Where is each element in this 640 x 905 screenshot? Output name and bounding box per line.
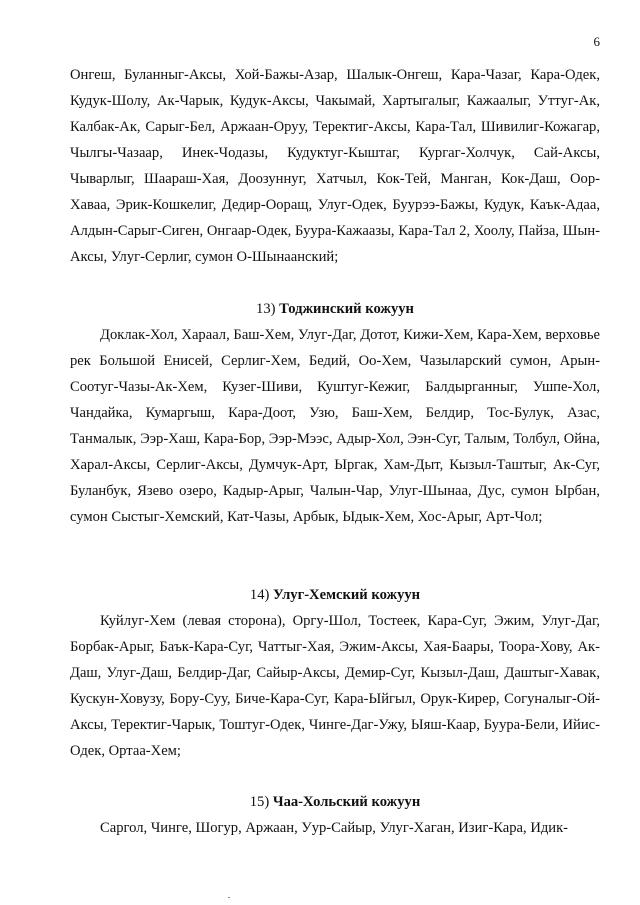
section-number: 15) <box>249 794 270 810</box>
scan-speck <box>228 897 230 898</box>
section-title: Тоджинский кожуун <box>279 301 414 317</box>
section-title: Улуг-Хемский кожуун <box>273 587 421 603</box>
section-heading-14 <box>70 582 600 608</box>
section-paragraph-14: Куйлуг-Хем (левая сторона), Оргу-Шол, Тостеек, Кара-Суг, Эжим, Улуг-Даг, Борбак-Арыг, Баък-Кара-Суг, Чаттыг-Хая, Эжим-Аксы, Хая-Баары, Тоора-Хову, Ак-Даш, Улуг-Даш, Белдир-Даг, Сайыр-Аксы, Демир-Суг, Кызыл-Даш, Даштыг-Хавак, Кускун-Ховузу, Бору-Суу, Биче-Кара-Суг, Кара-Ыйгыл, Орук-Кирер, Согуналыг-Ой-Аксы, Теректиг-Чарык, Тоштуг-Одек, Чинге-Даг-Ужу, Ыяш-Каар, Буура-Бели, Ийис-Одек, Ортаа-Хем; <box>70 613 600 759</box>
page-number: 6 <box>593 34 600 49</box>
intro-paragraph: Онгеш, Буланныг-Аксы, Хой-Бажы-Азар, Шалык-Онгеш, Кара-Чазаг, Кара-Одек, Кудук-Шолу, Ак-Чарык, Кудук-Аксы, Чакымай, Хартыгалыг, Кажаалыг, Уттуг-Ак, Калбак-Ак, Сарыг-Бел, Аржаан-Оруу, Теректиг-Аксы, Кара-Тал, Шивилиг-Кожагар, Чылгы-Чазаар, Инек-Чодазы, Кудуктуг-Кыштаг, Кургаг-Холчук, Сай-Аксы, Чыварлыг, Шаараш-Хая, Доозуннуг, Хатчыл, Кок-Тей, Манган, Кок-Даш, Оор-Хаваа, Эрик-Кошкелиг, Дедир-Ооращ, Улуг-Одек, Буурээ-Бажы, Кудук, Каък-Адаа, Алдын-Сарыг-Сиген, Онгаар-Одек, Буура-Кажаазы, Кара-Тал 2, Хоолу, Пайза, Шын-Аксы, Улуг-Серлиг, сумон О-Шынаанский; <box>70 67 600 265</box>
section-number: 14) <box>249 587 270 603</box>
section-paragraph-13: Доклак-Хол, Хараал, Баш-Хем, Улуг-Даг, Дотот, Кижи-Хем, Кара-Хем, верховье рек Большой Енисей, Серлиг-Хем, Бедий, Оо-Хем, Чазыларский сумон, Арын-Соотуг-Чазы-Ак-Хем, Кузег-Шиви, Куштуг-Кежиг, Балдырганныг, Ушпе-Хол, Чандайка, Кумаргыш, Кара-Доот, Узю, Баш-Хем, Белдир, Тос-Булук, Азас, Танмалык, Ээр-Хаш, Кара-Бор, Ээр-Мээс, Адыр-Хол, Ээн-Суг, Талым, Толбул, Ойна, Харал-Аксы, Серлиг-Аксы, Думчук-Арт, Ыргак, Хам-Дыт, Кызыл-Таштыг, Ак-Суг, Буланбук, Язево озеро, Кадыр-Арыг, Чалын-Чар, Улуг-Шынаа, Дус, сумон Ырбан, сумон Сыстыг-Хемский, Кат-Чазы, Арбык, Ыдык-Хем, Хос-Арыг, Арт-Чол; <box>70 327 600 525</box>
section-title: Чаа-Хольский кожуун <box>272 794 421 810</box>
section-number: 13) <box>256 301 276 317</box>
section-paragraph-15: Саргол, Чинге, Шогур, Аржаан, Уур-Сайыр, Улуг-Хаган, Изиг-Кара, Идик- <box>100 820 569 836</box>
section-heading-15 <box>70 789 600 815</box>
section-heading-13 <box>70 296 600 322</box>
